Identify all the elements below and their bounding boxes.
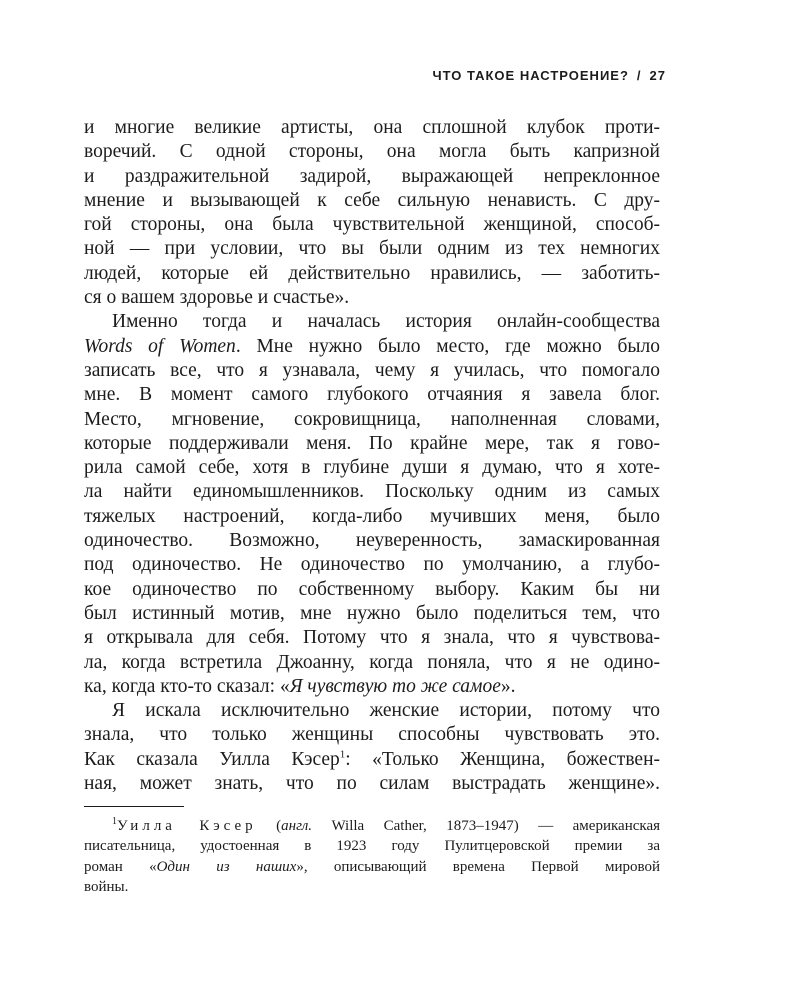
text-line: Как сказала Уилла Кэсер$^1$: «Только Женщина, божествен- bbox=[84, 748, 660, 770]
text-line: Именно тогда и началась история онлайн-сообщества bbox=[112, 311, 660, 333]
chapter-title: ЧТО ТАКОЕ НАСТРОЕНИЕ? bbox=[432, 68, 629, 83]
text-line: тяжелых настроений, когда-либо мучивших меня, было bbox=[84, 505, 660, 527]
text-line: Место, мгновение, сокровищница, наполненная словами, bbox=[84, 408, 660, 430]
text-line: под одиночество. Не одиночество по умолчанию, а глубо- bbox=[84, 554, 660, 576]
footnote-reference[interactable]: 1 bbox=[339, 748, 346, 761]
text-line: ла найти единомышленников. Поскольку одним из самых bbox=[84, 481, 660, 503]
footnote-name: Уилла Кэсер bbox=[117, 818, 257, 834]
text-line: ная, может знать, что по силам выстрадать женщине». bbox=[84, 773, 660, 795]
footnote-line: $^1$Уилла Кэсер (англ. Willa Cather, 1873–1947) — американская bbox=[112, 816, 661, 834]
text-line: и раздражительной задирой, выражающей непреклонное bbox=[84, 165, 660, 187]
text-line: гой стороны, она была чувствительной женщиной, способ- bbox=[84, 214, 660, 236]
footnote-divider bbox=[84, 806, 184, 807]
page-number: 27 bbox=[649, 68, 666, 83]
text-line: ка, когда кто-то сказал: «Я чувствую то же самое». bbox=[84, 675, 516, 697]
footnote-line: войны. bbox=[84, 878, 129, 895]
main-text bbox=[84, 116, 660, 796]
footnote bbox=[84, 816, 660, 897]
text-line: Words of Women. Мне нужно было место, где можно было bbox=[84, 335, 660, 357]
text-line: которые поддерживали меня. По крайне мере, так я гово- bbox=[84, 432, 660, 454]
footnote-number: 1 bbox=[112, 816, 117, 827]
text-line: записать все, что я узнавала, чему я училась, что помогало bbox=[84, 359, 660, 381]
text-line: мнение и вызывающей к себе сильную ненависть. С дру- bbox=[84, 189, 660, 211]
footnote-line: писательница, удостоенная в 1923 году Пулитцеровской премии за bbox=[84, 838, 660, 855]
header-separator: / bbox=[636, 68, 642, 83]
text-line: я открывала для себя. Потому что я знала, что я чувствова- bbox=[84, 627, 660, 649]
footnote-lang: англ. bbox=[281, 818, 313, 834]
text-line: ла, когда встретила Джоанну, когда поняла, что я не одино- bbox=[84, 651, 660, 673]
text-line: воречий. С одной стороны, она могла быть капризной bbox=[84, 141, 660, 163]
text-line: Я искала исключительно женские истории, потому что bbox=[112, 700, 660, 722]
novel-title: Один из наших bbox=[156, 858, 297, 875]
text-line: мне. В момент самого глубокого отчаяния я завела блог. bbox=[84, 384, 660, 406]
text-line: и многие великие артисты, она сплошной клубок проти- bbox=[84, 117, 660, 138]
text-line: кое одиночество по собственному выбору. Каким бы ни bbox=[84, 578, 660, 600]
running-head bbox=[433, 68, 667, 83]
quote-italic: Я чувствую то же самое bbox=[289, 675, 501, 697]
text-line: ной — при условии, что вы были одним из тех немногих bbox=[84, 238, 660, 260]
words-of-women-title: Words of Women bbox=[84, 335, 236, 357]
text-line: знала, что только женщины способны чувствовать это. bbox=[84, 724, 660, 746]
text-line: одиночество. Возможно, неуверенность, замаскированная bbox=[84, 530, 660, 552]
text-line: рила самой себе, хотя в глубине души я думаю, что я хоте- bbox=[84, 457, 660, 479]
text-line: ся о вашем здоровье и счастье». bbox=[84, 287, 350, 309]
text-line: был истинный мотив, мне нужно было поделиться тем, что bbox=[84, 602, 660, 624]
text-line: людей, которые ей действительно нравились, — заботить- bbox=[84, 262, 660, 284]
footnote-line: роман «Один из наших», описывающий времена Первой мировой bbox=[84, 858, 661, 875]
